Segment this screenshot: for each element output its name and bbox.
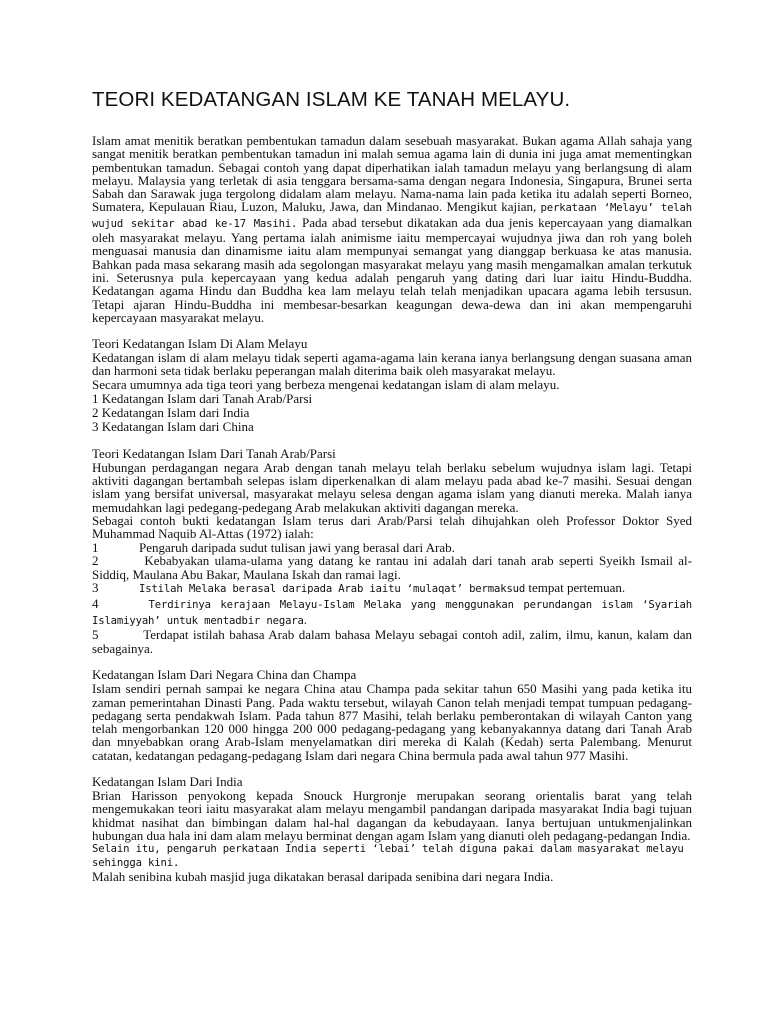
point-text: tempat pertemuan. <box>525 580 626 596</box>
numbered-point <box>92 581 692 597</box>
intro-text-2: perkataan ‘Melayu’ telah wujud sekitar abad ke-17 Masihi. <box>92 202 692 230</box>
section-heading: Teori Kedatangan Islam Dari Tanah Arab/Parsi <box>92 445 336 461</box>
point-text-odd: Terdirinya kerajaan Melayu-Islam Melaka yang menggunakan perundangan islam ‘Syariah Islamiyyah’ untuk mentadbir negara <box>92 598 692 627</box>
section-heading: Teori Kedatangan Islam Di Alam Melayu <box>92 336 308 352</box>
section-paragraph: Secara umumnya ada tiga teori yang berbeza mengenai kedatangan islam di alam melayu. <box>92 376 560 392</box>
section-paragraph: Malah senibina kubah masjid juga dikatakan berasal daripada senibina dari negara India. <box>92 869 554 885</box>
point-number: 4 <box>92 595 99 611</box>
list-item: 3 Kedatangan Islam dari China <box>92 418 254 434</box>
intro-text-1: Islam amat menitik beratkan pembentukan tamadun dalam sesebuah masyarakat. Bukan agama Allah sahaja yang sangat menitik beratkan pembentukan tamadun ini malah semua agama lain di dunia ini juga amat mementingkan pembentukan tamadun. Sebagai contoh yang dapat diperhatikan ialah tamadun melayu yang berlangsung di alam melayu. Malaysia yang terletak di asia tenggara bersama-sama dengan negara Indonesia, Singapura, Brunei serta Sabah dan Sarawak juga tergolong didalam alam melayu. Nama-nama lain pada ketika itu adalah seperti Borneo, Sumatera, Kepulauan Riau, Luzon, Maluku, Jawa, dan Mindanao. Mengikut kajian, <box>92 133 692 215</box>
document-title: TEORI KEDATANGAN ISLAM KE TANAH MELAYU. <box>92 88 571 111</box>
intro-text-3: Pada abad tersebut dikatakan ada dua jenis kepercayaan yang diamalkan oleh masyarakat melayu. Yang pertama ialah animisme iaitu mempercayai wujudnya jiwa dan roh yang boleh menguasai manusia dan dinamisme iaitu alam mempunyai semangat yang dianggap berkuasa ke atas manusia. Bahkan pada masa sekarang masih ada segolongan masyarakat melayu yang masih mengamalkan amalan terkutuk ini. Seterusnya pula kepercayaan yang kedua adalah pengaruh yang dating dari luar iaitu Hindu-Buddha. Kedatangan agama Hindu dan Buddha kea lam melayu telah telah menjadikan upacara agama lebih tersusun. Tetapi ajaran Hindu-Buddha ini membesar-besarkan keagungan dewa-dewa dan ini akan mempengaruhi kepercayaan masyarakat melayu. <box>92 214 692 325</box>
section-paragraph: Kedatangan islam di alam melayu tidak seperti agama-agama lain kerana ianya berlangsung dengan suasana aman dan harmoni seta tidak berlaku peperangan malah diterima baik oleh masyarakat melayu. <box>92 350 692 379</box>
list-item: 1 Kedatangan Islam dari Tanah Arab/Parsi <box>92 390 313 406</box>
section-heading: Kedatangan Islam Dari Negara China dan Champa <box>92 667 357 683</box>
point-text: Kebabyakan ulama-ulama yang datang ke rantau ini adalah dari tanah arab seperti Syeikh Ismail al-Siddiq, Maulana Abu Bakar, Maulana Iskah dan ramai lagi. <box>92 553 692 582</box>
point-number: 1 <box>92 539 99 555</box>
numbered-point <box>92 628 692 655</box>
list-item: 2 Kedatangan Islam dari India <box>92 404 250 420</box>
section-paragraph: Selain itu, pengaruh perkataan India seperti ‘lebai’ telah diguna pakai dalam masyarakat melayu sehingga kini. <box>92 843 684 870</box>
point-number: 5 <box>92 627 99 643</box>
numbered-point <box>92 597 692 628</box>
numbered-point <box>92 541 692 555</box>
section-heading: Kedatangan Islam Dari India <box>92 774 243 790</box>
point-text-odd: Istilah Melaka berasal daripada Arab iaitu ‘mulaqat’ bermaksud <box>139 583 526 596</box>
section-paragraph: Islam sendiri pernah sampai ke negara China atau Champa pada sekitar tahun 650 Masihi yang pada ketika itu zaman pemerintahan Dinasti Pang. Pada waktu tersebut, wilayah Canon telah menjadi tempat tumpuan pedagang-pedagang serta pendakwah Islam. Pada tahun 877 Masihi, telah berlaku pemberontakan di wilayah Canton yang telah mengorbankan 120 000 hingga 200 000 pedagang-pedagang yang kebanyakannya datang dari Tanah Arab dan mnyebabkan orang Arab-Islam menyelamatkan diri mereka di Kalah (Kedah) serta Palembang. Menurut catatan, kedatangan pedagang-pedagang Islam dari negara China bermula pada awal tahun 977 Masihi. <box>92 681 692 763</box>
point-text: . <box>303 611 308 627</box>
point-number: 2 <box>92 553 99 569</box>
section-paragraph: Sebagai contoh bukti kedatangan Islam terus dari Arab/Parsi telah dihujahkan oleh Professor Doktor Syed Muhammad Naquib Al-Attas (1972) ialah: <box>92 512 692 542</box>
intro-paragraph <box>92 134 692 324</box>
section-paragraph: Hubungan perdagangan negara Arab dengan tanah melayu telah berlaku sebelum wujudnya islam lagi. Tetapi aktiviti dagangan bertambah selepas islam diperkenalkan di alam melayu pada abad ke-7 masihi. Sesuai dengan islam yang bersifat universal, masyarakat melayu selesa dengan agama islam yang dianuti mereka. Malah ianya memudahkan lagi pedegang-pedegang Arab melakukan aktiviti dagangan mereka. <box>92 459 692 515</box>
point-text: Terdapat istilah bahasa Arab dalam bahasa Melayu sebagai contoh adil, zalim, ilmu, kanun, kalam dan sebagainya. <box>92 627 692 656</box>
section-paragraph: Brian Harisson penyokong kepada Snouck Hurgronje merupakan seorang orientalis barat yang telah mengemukakan teori iaitu masyarakat alam melayu mengambil pandangan daripada masyarakat India bagi tujuan khidmat nasihat dan bimbingan dalam hal-hal dagangan da kebudayaan. Ianya bertujuan untukmenjalinkan hubungan dua hala ini dam alam melayu berminat dengan agam Islam yang dianuti oleh pedagang-pedangan India. <box>92 788 692 843</box>
point-text: Pengaruh daripada sudut tulisan jawi yang berasal dari Arab. <box>139 539 455 555</box>
numbered-point <box>92 554 692 581</box>
point-number: 3 <box>92 580 99 596</box>
